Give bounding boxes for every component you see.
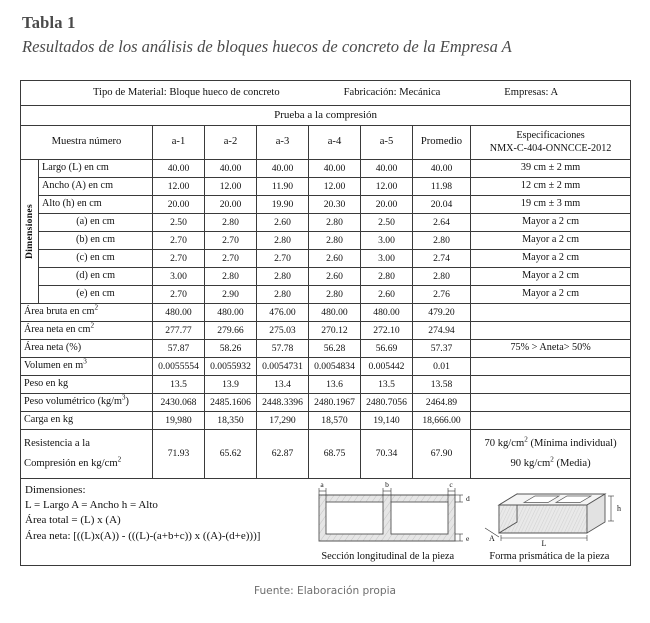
cell-sample-2: 40.00 [205, 160, 257, 178]
notes-line1: Dimensiones: [25, 484, 86, 496]
cell-average: 274.94 [413, 322, 471, 340]
row-label: (b) en cm [39, 232, 153, 250]
resistance-spec-line1: 70 $kg/cm^2$ (Mínima individual) [484, 435, 617, 449]
cell-sample-5: 2.50 [361, 214, 413, 232]
cell-average: 2.80 [413, 268, 471, 286]
cell-sample-4: 2.80 [309, 214, 361, 232]
caption-title: Resultados de los análisis de bloques huecos de concreto de la Empresa A [22, 37, 512, 56]
cell-sample-5: 2.80 [361, 268, 413, 286]
svg-text:a: a [320, 481, 324, 489]
cell-sample-3: 2.80 [257, 286, 309, 304]
cell-specification: 75% > Aneta> 50% [471, 340, 631, 358]
cell-sample-1: 3.00 [153, 268, 205, 286]
notes-line4: Área neta: [((L)x(A)) - (((L)-(a+b+c)) x ((A)-(d+e)))] [25, 529, 261, 542]
resistance-label-line1: Resistencia a la [24, 437, 90, 449]
notes-line3: Área total = (L) x (A) [25, 514, 121, 527]
cell-average: 2.64 [413, 214, 471, 232]
cell-sample-5: 3.00 [361, 232, 413, 250]
resistance-spec-line2: 90 $kg/cm^2$ (Media) [510, 455, 591, 469]
table-row [21, 322, 631, 340]
cell-specification: Mayor a 2 cm [471, 286, 631, 304]
cell-average: 18,666.00 [413, 412, 471, 430]
row-label: Volumen en $m^3$ [21, 358, 153, 376]
cell-specification [471, 376, 631, 394]
cell-sample-4: 270.12 [309, 322, 361, 340]
cell-sample-4: 20.30 [309, 196, 361, 214]
row-label: (c) en cm [39, 250, 153, 268]
svg-text:h: h [616, 504, 621, 513]
cell-sample-4: 56.28 [309, 340, 361, 358]
cell-sample-2: 279.66 [205, 322, 257, 340]
cell-specification [471, 394, 631, 412]
row-label: Área neta en $cm^2$ [21, 322, 153, 340]
cell-sample-5: 272.10 [361, 322, 413, 340]
cell-average: 57.37 [413, 340, 471, 358]
svg-text:d: d [466, 494, 470, 503]
table-row [21, 304, 631, 322]
table-row [21, 214, 631, 232]
cell-sample-5: 0.005442 [361, 358, 413, 376]
prism-figure [469, 479, 631, 565]
property-rows-group [21, 304, 631, 430]
row-label: Peso en kg [21, 376, 153, 394]
cell-specification [471, 322, 631, 340]
table-row [21, 268, 631, 286]
table-row [21, 358, 631, 376]
svg-text:L: L [541, 539, 547, 547]
cell-average: 2464.89 [413, 394, 471, 412]
table-row [21, 232, 631, 250]
table-row [21, 178, 631, 196]
cell-sample-4: 2.60 [309, 250, 361, 268]
cell-sample-2: 2.90 [205, 286, 257, 304]
cell-specification [471, 412, 631, 430]
table-row [21, 196, 631, 214]
cell-sample-4: 13.6 [309, 376, 361, 394]
resistance-spec [471, 430, 631, 479]
cell-sample-3: 2.80 [257, 232, 309, 250]
row-label: Alto (h) en cm [39, 196, 153, 214]
header-sample-a2: a-2 [205, 126, 257, 160]
cell-sample-4: 2.80 [309, 232, 361, 250]
cell-sample-2: 480.00 [205, 304, 257, 322]
cell-sample-2: 20.00 [205, 196, 257, 214]
cell-specification: 19 cm ± 3 mm [471, 196, 631, 214]
meta-empresas: Empresas: A [504, 86, 559, 98]
cell-sample-4: 0.0054834 [309, 358, 361, 376]
cell-sample-5: 20.00 [361, 196, 413, 214]
meta-row-content [21, 87, 630, 100]
cell-specification [471, 304, 631, 322]
header-spec-line1: Especificaciones [516, 129, 585, 141]
table-row [21, 286, 631, 304]
source-note: Fuente: Elaboración propia [253, 585, 397, 597]
resistance-value-a3: 62.87 [257, 430, 309, 479]
cell-sample-3: 476.00 [257, 304, 309, 322]
footer-content [21, 479, 630, 565]
resistance-value-a5: 70.34 [361, 430, 413, 479]
section-figure-drawing [307, 481, 469, 547]
results-table [20, 80, 631, 566]
cell-sample-3: 19.90 [257, 196, 309, 214]
cell-sample-3: 0.0054731 [257, 358, 309, 376]
table-meta-row [21, 81, 631, 106]
cell-specification: Mayor a 2 cm [471, 232, 631, 250]
cell-sample-3: 2.60 [257, 214, 309, 232]
prism-figure-caption: Forma prismática de la pieza [489, 550, 610, 562]
svg-text:b: b [385, 481, 389, 489]
cell-sample-4: 480.00 [309, 304, 361, 322]
notes-line2: L = Largo A = Ancho h = Alto [25, 499, 158, 512]
cell-average: 13.58 [413, 376, 471, 394]
cell-sample-3: 13.4 [257, 376, 309, 394]
header-sample-a5: a-5 [361, 126, 413, 160]
resistance-value-average: 67.90 [413, 430, 471, 479]
caption-number: Tabla 1 [22, 13, 76, 32]
cell-average: 0.01 [413, 358, 471, 376]
cell-sample-1: 2.70 [153, 286, 205, 304]
header-sample-a4: a-4 [309, 126, 361, 160]
cell-specification: 39 cm ± 2 mm [471, 160, 631, 178]
cell-sample-1: 277.77 [153, 322, 205, 340]
table-row [21, 160, 631, 178]
cell-sample-5: 19,140 [361, 412, 413, 430]
results-table-wrapper [20, 80, 630, 566]
table-row [21, 412, 631, 430]
cell-sample-1: 57.87 [153, 340, 205, 358]
cell-specification: Mayor a 2 cm [471, 250, 631, 268]
resistance-label-line2: Compresión en $kg/cm^2$ [24, 455, 122, 469]
cell-sample-5: 3.00 [361, 250, 413, 268]
resistance-value-a4: 68.75 [309, 430, 361, 479]
cell-sample-4: 2480.1967 [309, 394, 361, 412]
cell-average: 2.80 [413, 232, 471, 250]
cell-sample-2: 2.80 [205, 268, 257, 286]
dimension-notes [21, 479, 307, 565]
cell-specification [471, 358, 631, 376]
row-label: Carga en kg [21, 412, 153, 430]
cell-sample-1: 20.00 [153, 196, 205, 214]
row-label: Área neta (%) [21, 340, 153, 358]
cell-sample-1: 2.50 [153, 214, 205, 232]
cell-average: 2.76 [413, 286, 471, 304]
section-figure-caption: Sección longitudinal de la pieza [321, 550, 455, 562]
cell-average: 2.74 [413, 250, 471, 268]
row-label: (a) en cm [39, 214, 153, 232]
dimensions-group-label-text: Dimensiones [23, 203, 35, 259]
table-row [21, 340, 631, 358]
svg-text:A: A [488, 534, 495, 543]
prism-figure-drawing [469, 481, 631, 547]
cell-sample-3: 40.00 [257, 160, 309, 178]
cell-specification: Mayor a 2 cm [471, 268, 631, 286]
cell-sample-3: 2.70 [257, 250, 309, 268]
cell-sample-2: 0.0055932 [205, 358, 257, 376]
cell-sample-5: 40.00 [361, 160, 413, 178]
header-sample-a1: a-1 [153, 126, 205, 160]
cell-average: 479.20 [413, 304, 471, 322]
cell-sample-3: 17,290 [257, 412, 309, 430]
cell-sample-2: 18,350 [205, 412, 257, 430]
cell-sample-1: 2.70 [153, 232, 205, 250]
meta-fabricacion: Fabricación: Mecánica [343, 86, 441, 98]
cell-sample-4: 2.60 [309, 268, 361, 286]
table-row [21, 250, 631, 268]
row-label: (d) en cm [39, 268, 153, 286]
cell-sample-5: 12.00 [361, 178, 413, 196]
footer-cell [21, 479, 631, 566]
svg-text:e: e [466, 534, 470, 543]
cell-sample-2: 12.00 [205, 178, 257, 196]
cell-sample-2: 2.70 [205, 250, 257, 268]
row-label: Peso volumétrico $(kg/m^3)$ [21, 394, 153, 412]
cell-sample-2: 58.26 [205, 340, 257, 358]
cell-sample-4: 18,570 [309, 412, 361, 430]
cell-average: 40.00 [413, 160, 471, 178]
table-header-row [21, 126, 631, 160]
cell-sample-3: 2448.3396 [257, 394, 309, 412]
cell-sample-2: 13.9 [205, 376, 257, 394]
dimensions-group-label [21, 160, 39, 304]
cell-sample-1: 13.5 [153, 376, 205, 394]
resistance-row [21, 430, 631, 479]
cell-sample-3: 275.03 [257, 322, 309, 340]
header-sample-label: Muestra número [21, 126, 153, 160]
cell-sample-1: 2.70 [153, 250, 205, 268]
header-sample-a3: a-3 [257, 126, 309, 160]
cell-specification: Mayor a 2 cm [471, 214, 631, 232]
cell-sample-5: 2480.7056 [361, 394, 413, 412]
cell-specification: 12 cm ± 2 mm [471, 178, 631, 196]
section-figure [307, 479, 469, 565]
cell-sample-3: 2.80 [257, 268, 309, 286]
row-label: Ancho (A) en cm [39, 178, 153, 196]
table-caption [22, 12, 632, 59]
svg-text:c: c [449, 481, 453, 489]
resistance-value-a1: 71.93 [153, 430, 205, 479]
cell-sample-1: 12.00 [153, 178, 205, 196]
table-section-title-row [21, 106, 631, 126]
row-label: (e) en cm [39, 286, 153, 304]
cell-sample-2: 2.70 [205, 232, 257, 250]
cell-sample-3: 57.78 [257, 340, 309, 358]
cell-sample-4: 12.00 [309, 178, 361, 196]
section-title: Prueba a la compresión [21, 106, 631, 126]
header-specifications [471, 126, 631, 160]
cell-sample-1: 19,980 [153, 412, 205, 430]
meta-material: Tipo de Material: Bloque hueco de concreto [92, 86, 280, 98]
cell-sample-2: 2485.1606 [205, 394, 257, 412]
cell-sample-1: 0.0055554 [153, 358, 205, 376]
header-average: Promedio [413, 126, 471, 160]
table-row [21, 376, 631, 394]
cell-sample-1: 40.00 [153, 160, 205, 178]
cell-sample-3: 11.90 [257, 178, 309, 196]
cell-sample-5: 13.5 [361, 376, 413, 394]
cell-average: 20.04 [413, 196, 471, 214]
table-row [21, 394, 631, 412]
header-spec-line2: NMX-C-404-ONNCCE-2012 [489, 142, 612, 154]
table-footer-row [21, 479, 631, 566]
cell-sample-1: 2430.068 [153, 394, 205, 412]
cell-sample-2: 2.80 [205, 214, 257, 232]
dimension-rows-group [21, 160, 631, 304]
cell-sample-5: 56.69 [361, 340, 413, 358]
cell-sample-4: 40.00 [309, 160, 361, 178]
cell-average: 11.98 [413, 178, 471, 196]
resistance-label [21, 430, 153, 479]
row-label: Área bruta en $cm^2$ [21, 304, 153, 322]
cell-sample-1: 480.00 [153, 304, 205, 322]
cell-sample-5: 480.00 [361, 304, 413, 322]
cell-sample-5: 2.60 [361, 286, 413, 304]
row-label: Largo (L) en cm [39, 160, 153, 178]
cell-sample-4: 2.80 [309, 286, 361, 304]
resistance-value-a2: 65.62 [205, 430, 257, 479]
